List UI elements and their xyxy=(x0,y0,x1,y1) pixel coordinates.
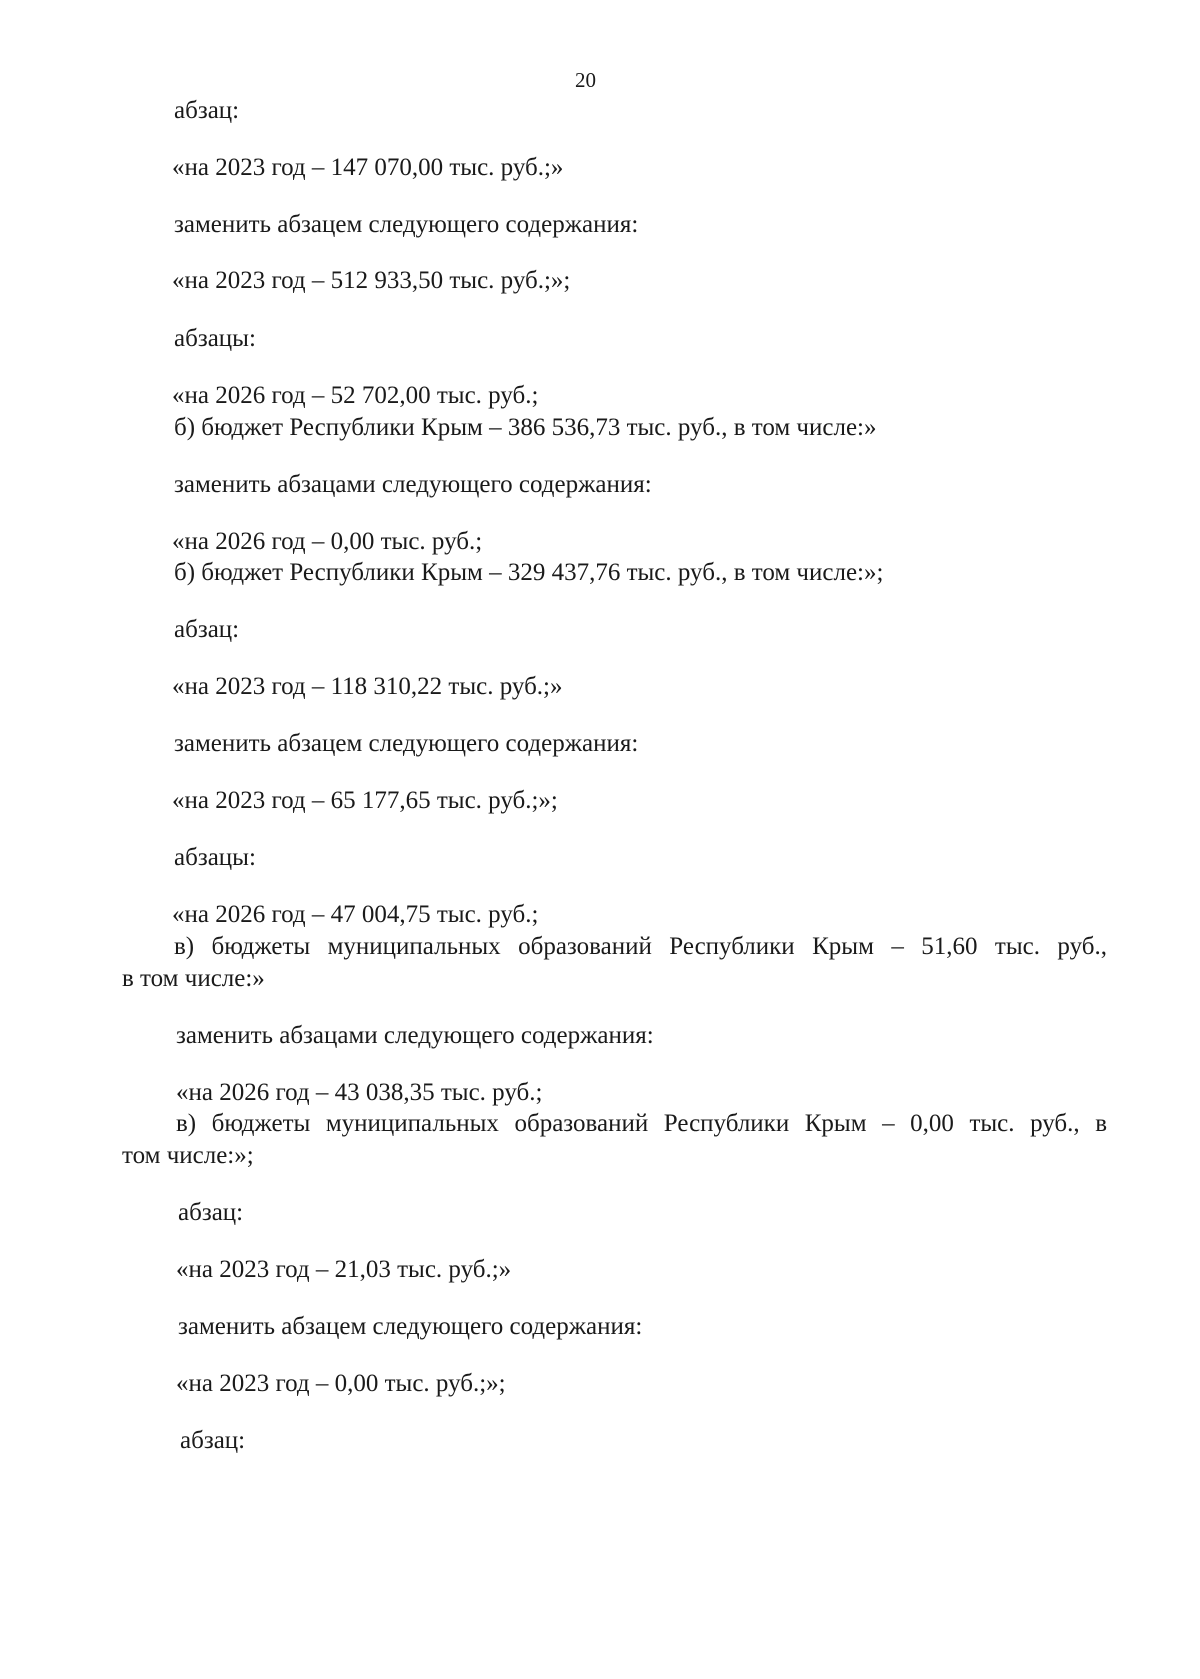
text-line: «на 2026 год – 43 038,35 тыс. руб.; xyxy=(176,1079,543,1106)
text-line: в) бюджеты муниципальных образований Республики Крым – 0,00 тыс. руб., в xyxy=(176,1110,1107,1137)
text-line: б) бюджет Республики Крым – 329 437,76 тыс. руб., в том числе:»; xyxy=(174,559,884,586)
text-line: абзац: xyxy=(174,616,240,643)
text-line: заменить абзацем следующего содержания: xyxy=(174,730,639,757)
text-line: абзац: xyxy=(174,97,240,124)
text-line: абзац: xyxy=(178,1199,244,1226)
text-line: «на 2026 год – 0,00 тыс. руб.; xyxy=(172,528,483,555)
text-line: абзац: xyxy=(180,1427,246,1454)
text-line: «на 2023 год – 65 177,65 тыс. руб.;»; xyxy=(172,787,558,814)
text-line: заменить абзацами следующего содержания: xyxy=(176,1022,654,1049)
text-line: в том числе:» xyxy=(122,965,265,992)
text-line: заменить абзацами следующего содержания: xyxy=(174,471,652,498)
text-line: абзацы: xyxy=(174,325,256,352)
page-number: 20 xyxy=(575,68,596,92)
text-line: заменить абзацем следующего содержания: xyxy=(174,211,639,238)
text-line: «на 2023 год – 0,00 тыс. руб.;»; xyxy=(176,1370,506,1397)
text-line: том числе:»; xyxy=(122,1142,254,1169)
text-line: «на 2023 год – 147 070,00 тыс. руб.;» xyxy=(172,154,564,181)
text-line: абзацы: xyxy=(174,844,256,871)
text-line: «на 2023 год – 512 933,50 тыс. руб.;»; xyxy=(172,267,571,294)
text-line: «на 2023 год – 21,03 тыс. руб.;» xyxy=(176,1256,512,1283)
text-line: в) бюджеты муниципальных образований Республики Крым – 51,60 тыс. руб., xyxy=(174,933,1107,960)
text-line: «на 2026 год – 52 702,00 тыс. руб.; xyxy=(172,382,539,409)
text-line: «на 2026 год – 47 004,75 тыс. руб.; xyxy=(172,901,539,928)
text-line: «на 2023 год – 118 310,22 тыс. руб.;» xyxy=(172,673,563,700)
text-line: б) бюджет Республики Крым – 386 536,73 тыс. руб., в том числе:» xyxy=(174,414,877,441)
text-line: заменить абзацем следующего содержания: xyxy=(178,1313,643,1340)
